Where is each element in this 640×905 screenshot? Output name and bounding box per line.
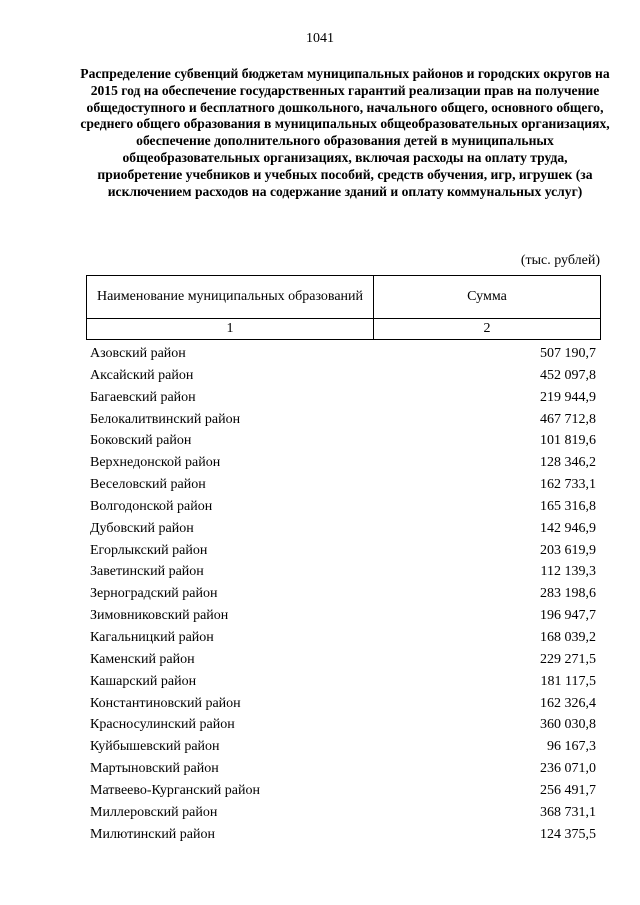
district-amount: 181 117,5 (540, 673, 596, 689)
district-amount: 236 071,0 (540, 761, 596, 777)
column-number-1: 1 (87, 319, 374, 340)
page-number: 1041 (306, 31, 334, 46)
district-name: Заветинский район (90, 564, 204, 580)
table-row (90, 736, 596, 758)
table-row (90, 671, 596, 693)
table-row (90, 540, 596, 562)
table-row (90, 627, 596, 649)
district-amount: 467 712,8 (540, 411, 596, 427)
table-row (90, 496, 596, 518)
district-name: Зерноградский район (90, 586, 218, 602)
district-amount: 368 731,1 (540, 804, 596, 820)
table-row (90, 605, 596, 627)
district-amount: 229 271,5 (540, 651, 596, 667)
district-name: Аксайский район (90, 367, 194, 383)
district-name: Матвеево-Курганский район (90, 782, 260, 798)
district-amount: 452 097,8 (540, 367, 596, 383)
district-name: Каменский район (90, 651, 195, 667)
district-name: Кашарский район (90, 673, 197, 689)
district-name: Волгодонской район (90, 498, 213, 514)
column-header-name: Наименование муниципальных образований (87, 276, 374, 319)
district-amount: 256 491,7 (540, 782, 596, 798)
table-row (90, 409, 596, 431)
table-row (90, 365, 596, 387)
district-amount: 112 139,3 (540, 564, 596, 580)
table-row (90, 452, 596, 474)
district-name: Азовский район (90, 346, 186, 361)
table-row (90, 343, 596, 365)
document-title: Распределение субвенций бюджетам муниципальных районов и городских округов на 2015 год на обеспечение государственных гарантий реализации прав на получение общедоступного и бесплатного дошкольного, начального общего, основного общего, среднего общего образования в муниципальных общеобразовательных организациях, обеспечение дополнительного образования детей в муниципальных общеобразовательных организациях, включая расходы на оплату труда, приобретение учебников и учебных пособий, средств обучения, игр, игрушек (за исключением расходов на содержание зданий и оплату коммунальных услуг) (80, 66, 610, 199)
table-header (86, 275, 601, 340)
district-name: Мартыновский район (90, 761, 219, 777)
column-header-amount: Сумма (374, 276, 601, 319)
table-row (90, 824, 596, 846)
district-name: Миллеровский район (90, 804, 218, 820)
district-name: Багаевский район (90, 389, 196, 405)
district-name: Боковский район (90, 433, 192, 449)
district-name: Куйбышевский район (90, 739, 220, 755)
table-row (90, 518, 596, 540)
district-name: Егорлыкский район (90, 542, 208, 558)
table-row (90, 430, 596, 452)
district-name: Зимовниковский район (90, 608, 229, 624)
district-name: Верхнедонской район (90, 455, 221, 471)
district-amount: 165 316,8 (540, 498, 596, 514)
district-name: Красносулинский район (90, 717, 235, 733)
district-amount: 360 030,8 (540, 717, 596, 733)
column-number-2: 2 (374, 319, 601, 340)
unit-label: (тыс. рублей) (520, 253, 600, 268)
table-row (90, 780, 596, 802)
district-amount: 203 619,9 (540, 542, 596, 558)
district-amount: 196 947,7 (540, 608, 596, 624)
district-amount: 168 039,2 (540, 629, 596, 645)
district-amount: 162 326,4 (540, 695, 596, 711)
district-amount: 142 946,9 (540, 520, 596, 536)
district-amount: 162 733,1 (540, 477, 596, 493)
district-name: Белокалитвинский район (90, 411, 241, 427)
district-name: Кагальницкий район (90, 629, 214, 645)
table-row (90, 802, 596, 824)
table-row (90, 649, 596, 671)
district-name: Константиновский район (90, 695, 241, 711)
district-amount: 219 944,9 (540, 389, 596, 405)
district-amount: 283 198,6 (540, 586, 596, 602)
table-row (90, 387, 596, 409)
table-row (90, 693, 596, 715)
district-amount: 96 167,3 (547, 739, 596, 755)
district-amount: 507 190,7 (540, 346, 596, 361)
district-amount: 128 346,2 (540, 455, 596, 471)
table-body (90, 343, 596, 845)
district-amount: 124 375,5 (540, 826, 596, 842)
table-row (90, 758, 596, 780)
district-name: Веселовский район (90, 477, 206, 493)
table-row (90, 583, 596, 605)
table-row (90, 714, 596, 736)
district-name: Дубовский район (90, 520, 194, 536)
table-row (90, 474, 596, 496)
table-row (90, 561, 596, 583)
district-name: Милютинский район (90, 826, 216, 842)
district-amount: 101 819,6 (540, 433, 596, 449)
